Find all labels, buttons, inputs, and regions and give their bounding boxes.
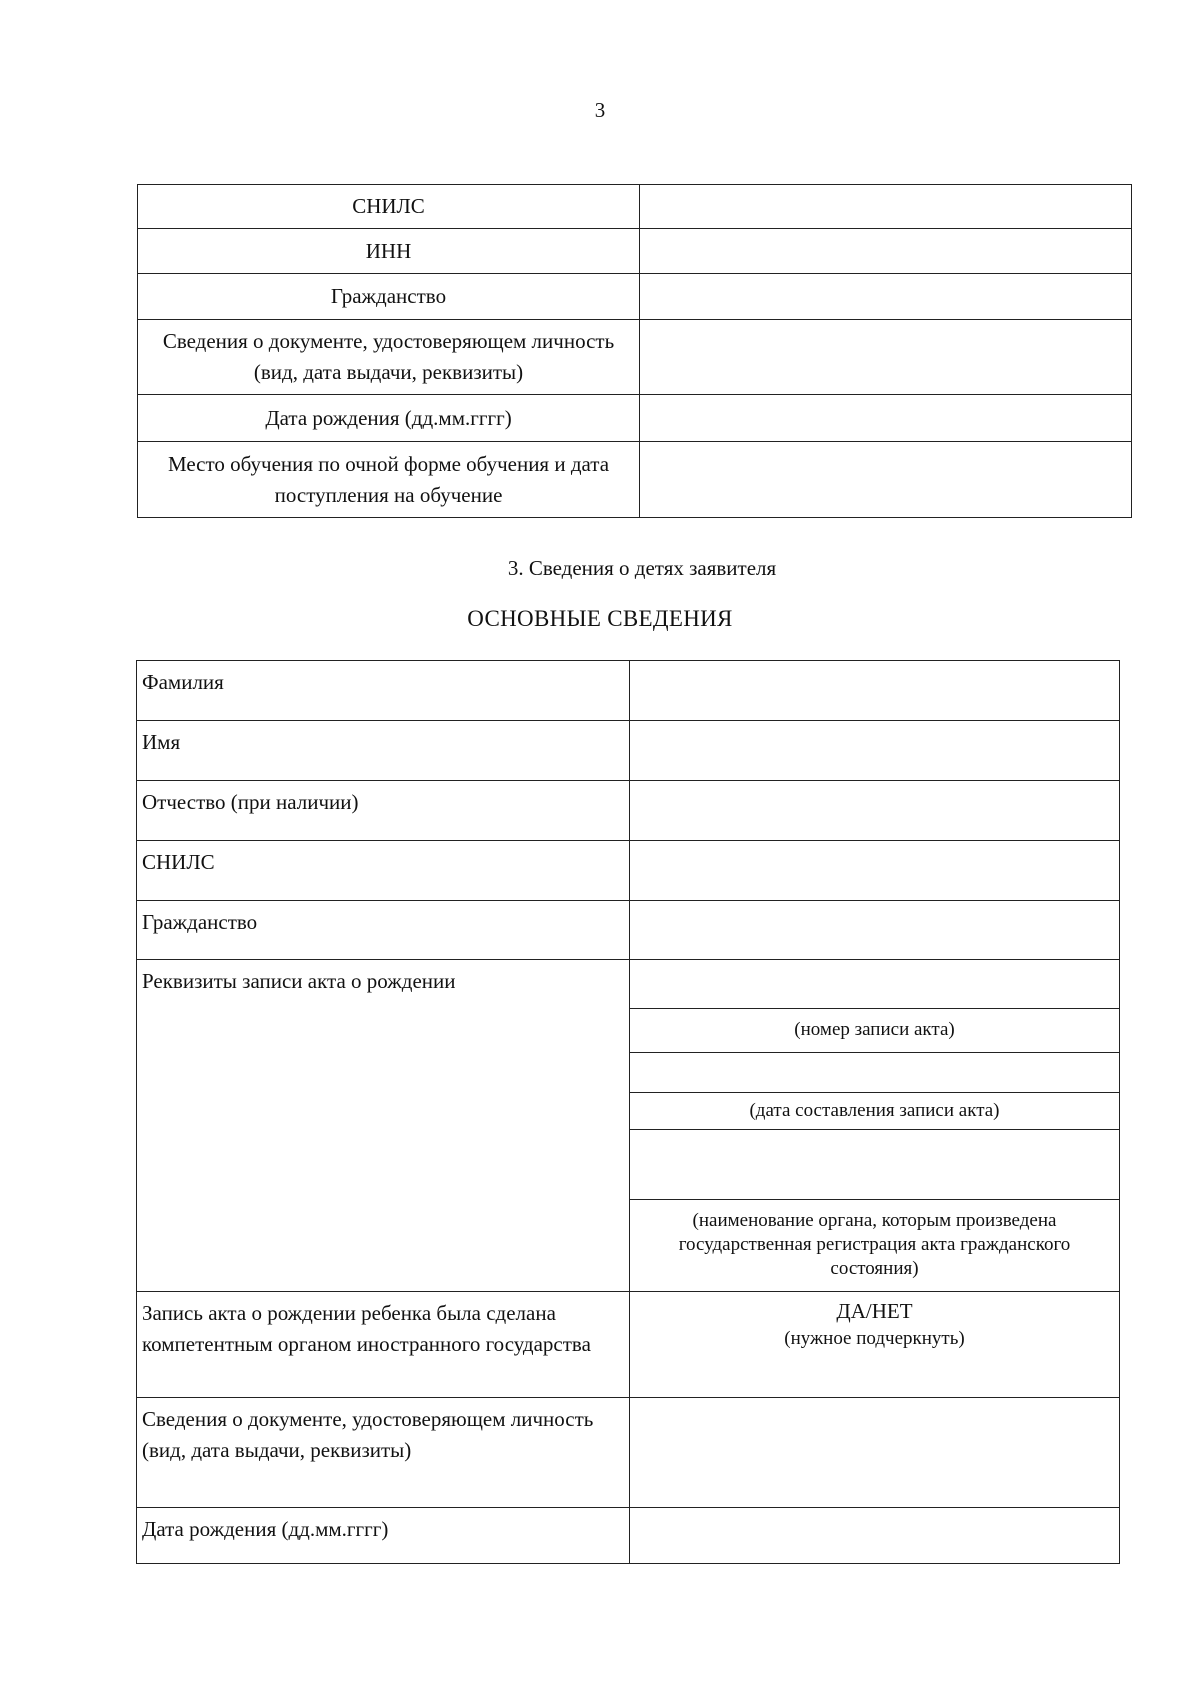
inn-label: ИНН	[138, 229, 640, 274]
citizenship-value-field[interactable]	[640, 274, 1132, 320]
snils-label: СНИЛС	[138, 185, 640, 229]
child-identity-document-field[interactable]	[630, 1398, 1120, 1508]
birth-record-details	[630, 960, 1120, 1292]
table-row	[137, 841, 1120, 901]
birth-date-value-field[interactable]	[640, 395, 1132, 442]
child-name-field[interactable]	[630, 721, 1120, 781]
record-number-caption: (номер записи акта)	[630, 1008, 1119, 1052]
table-row	[138, 395, 1132, 442]
table-row	[138, 229, 1132, 274]
child-snils-label: СНИЛС	[137, 841, 630, 901]
child-snils-field[interactable]	[630, 841, 1120, 901]
table-row	[138, 320, 1132, 395]
child-citizenship-field[interactable]	[630, 901, 1120, 960]
foreign-record-label: Запись акта о рождении ребенка была сделана компетентным органом иностранного государства	[137, 1292, 630, 1398]
registration-authority-caption: (наименование органа, которым произведена государственная регистрация акта гражданского состояния)	[678, 1210, 1071, 1280]
citizenship-label: Гражданство	[138, 274, 640, 320]
page-number: 3	[594, 98, 606, 122]
table-row	[137, 1398, 1120, 1508]
table-row	[137, 1292, 1120, 1398]
table-row	[137, 901, 1120, 960]
child-patronymic-label: Отчество (при наличии)	[137, 781, 630, 841]
yes-no-options[interactable]: ДА/НЕТ	[836, 1299, 913, 1323]
study-place-value-field[interactable]	[640, 442, 1132, 518]
record-date-caption: (дата составления записи акта)	[630, 1092, 1119, 1129]
study-place-label: Место обучения по очной форме обучения и дата поступления на обучение	[138, 442, 640, 518]
table-row	[137, 661, 1120, 721]
table-row	[137, 1508, 1120, 1564]
child-birth-date-label: Дата рождения (дд.мм.гггг)	[137, 1508, 630, 1564]
child-surname-label: Фамилия	[137, 661, 630, 721]
applicant-info-table	[137, 184, 1132, 518]
table-row	[137, 960, 1120, 1292]
snils-value-field[interactable]	[640, 185, 1132, 229]
inn-value-field[interactable]	[640, 229, 1132, 274]
foreign-record-field	[630, 1292, 1120, 1398]
child-patronymic-field[interactable]	[630, 781, 1120, 841]
table-row	[138, 442, 1132, 518]
identity-document-value-field[interactable]	[640, 320, 1132, 395]
child-name-label: Имя	[137, 721, 630, 781]
section-subtitle: ОСНОВНЫЕ СВЕДЕНИЯ	[467, 606, 733, 631]
child-identity-document-label: Сведения о документе, удостоверяющем личность (вид, дата выдачи, реквизиты)	[137, 1398, 630, 1508]
child-surname-field[interactable]	[630, 661, 1120, 721]
child-birth-date-field[interactable]	[630, 1508, 1120, 1564]
record-number-field[interactable]	[630, 960, 1119, 1008]
children-info-table	[136, 660, 1120, 1564]
table-row	[137, 781, 1120, 841]
underline-hint: (нужное подчеркнуть)	[784, 1328, 965, 1349]
child-citizenship-label: Гражданство	[137, 901, 630, 960]
birth-record-label: Реквизиты записи акта о рождении	[137, 960, 630, 1292]
identity-document-label: Сведения о документе, удостоверяющем личность (вид, дата выдачи, реквизиты)	[138, 320, 640, 395]
birth-date-label: Дата рождения (дд.мм.гггг)	[138, 395, 640, 442]
table-row	[138, 185, 1132, 229]
record-date-field[interactable]	[630, 1052, 1119, 1092]
section-title: 3. Сведения о детях заявителя	[507, 556, 777, 580]
table-row	[138, 274, 1132, 320]
registration-authority-field[interactable]	[630, 1129, 1119, 1199]
table-row	[137, 721, 1120, 781]
